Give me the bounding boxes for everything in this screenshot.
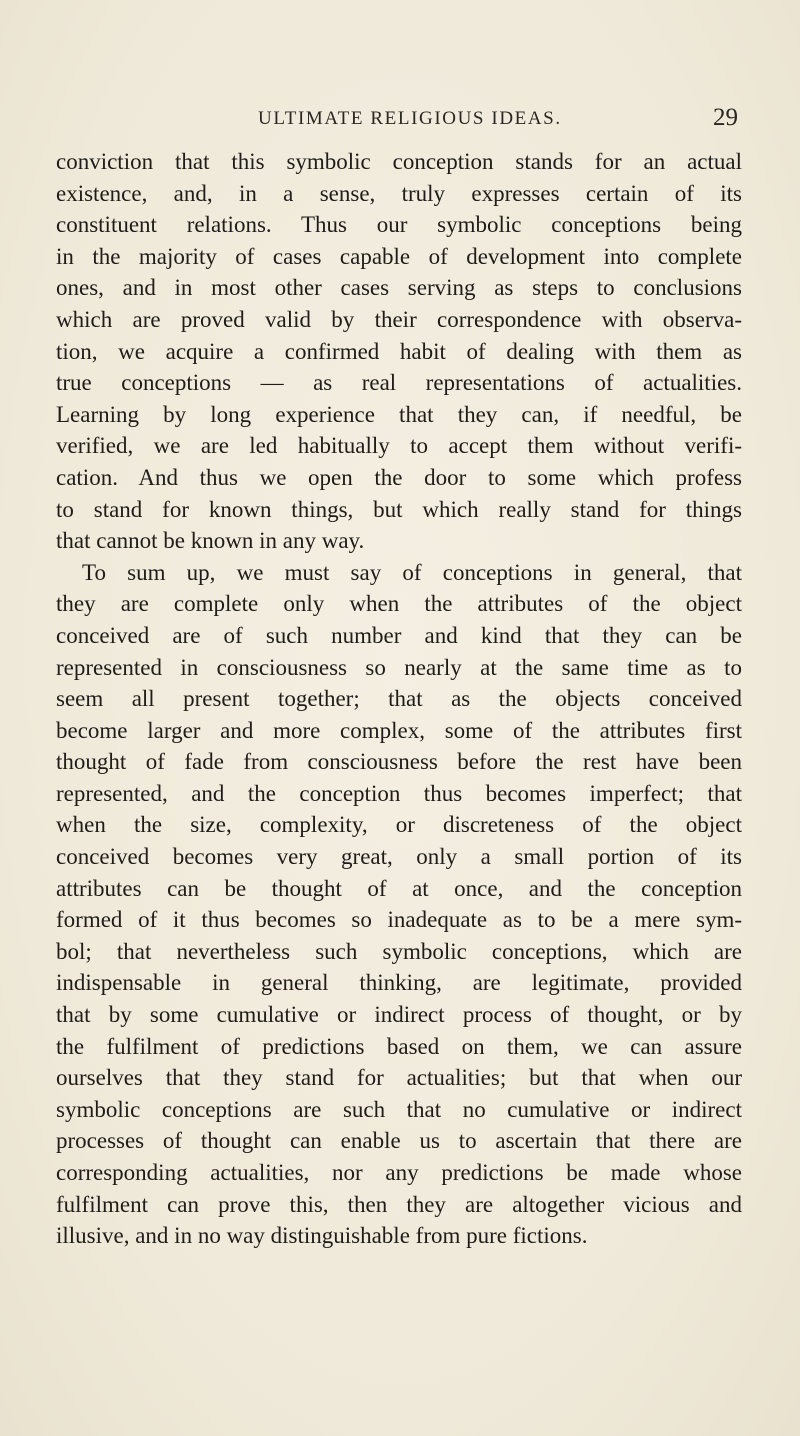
text-line: thought of fade from consciousness before the rest have been bbox=[56, 749, 742, 775]
text-line: indispensable in general thinking, are legitimate, provided bbox=[56, 970, 742, 996]
text-line: which are proved valid by their correspondence with observa- bbox=[56, 306, 742, 332]
text-line: conviction that this symbolic conception stands for an actual bbox=[56, 149, 742, 174]
text-line: existence, and, in a sense, truly expresses certain of its bbox=[56, 180, 742, 206]
running-title: ULTIMATE RELIGIOUS IDEAS. bbox=[258, 108, 562, 129]
text-line: constituent relations. Thus our symbolic conceptions being bbox=[56, 212, 742, 238]
text-line: formed of it thus becomes so inadequate as to be a mere sym- bbox=[56, 907, 742, 933]
text-line: true conceptions — as real representations of actualities. bbox=[56, 370, 742, 396]
text-line: corresponding actualities, nor any predictions be made whose bbox=[56, 1160, 742, 1185]
text-line: that by some cumulative or indirect process of thought, or by bbox=[56, 1002, 742, 1028]
text-line: processes of thought can enable us to ascertain that there are bbox=[56, 1128, 742, 1154]
running-header bbox=[0, 104, 800, 136]
text-line: represented, and the conception thus becomes imperfect; that bbox=[56, 780, 742, 806]
paragraph-start-line: To sum up, we must say of conceptions in general, that bbox=[82, 559, 742, 585]
text-line: conceived becomes very great, only a small portion of its bbox=[56, 844, 742, 870]
text-line: ourselves that they stand for actualities; but that when our bbox=[56, 1065, 742, 1091]
text-line: become larger and more complex, some of the attributes first bbox=[56, 717, 742, 743]
paragraph-end-line: illusive, and in no way distinguishable from pure fictions. bbox=[56, 1223, 588, 1249]
text-line: Learning by long experience that they can, if needful, be bbox=[56, 401, 742, 427]
text-line: cation. And thus we open the door to some which profess bbox=[56, 464, 742, 490]
text-line: bol; that nevertheless such symbolic conceptions, which are bbox=[56, 938, 742, 964]
text-line: fulfilment can prove this, then they are altogether vicious and bbox=[56, 1191, 742, 1217]
paragraph-end-line: that cannot be known in any way. bbox=[56, 528, 365, 554]
text-line: attributes can be thought of at once, and the conception bbox=[56, 875, 742, 901]
text-line: symbolic conceptions are such that no cumulative or indirect bbox=[56, 1096, 742, 1122]
text-line: when the size, complexity, or discreteness of the object bbox=[56, 812, 742, 838]
text-line: to stand for known things, but which really stand for things bbox=[56, 496, 742, 522]
text-line: they are complete only when the attributes of the object bbox=[56, 591, 742, 617]
page-number: 29 bbox=[713, 104, 738, 131]
text-line: conceived are of such number and kind that they can be bbox=[56, 622, 742, 648]
text-line: represented in consciousness so nearly at the same time as to bbox=[56, 654, 742, 680]
text-line: in the majority of cases capable of development into complete bbox=[56, 243, 742, 269]
text-line: ones, and in most other cases serving as steps to conclusions bbox=[56, 275, 742, 301]
text-line: verified, we are led habitually to accept them without verifi- bbox=[56, 433, 742, 459]
text-line: the fulfilment of predictions based on them, we can assure bbox=[56, 1033, 742, 1059]
text-line: seem all present together; that as the objects conceived bbox=[56, 686, 742, 712]
text-line: tion, we acquire a confirmed habit of dealing with them as bbox=[56, 338, 742, 364]
body-text bbox=[56, 146, 742, 1252]
